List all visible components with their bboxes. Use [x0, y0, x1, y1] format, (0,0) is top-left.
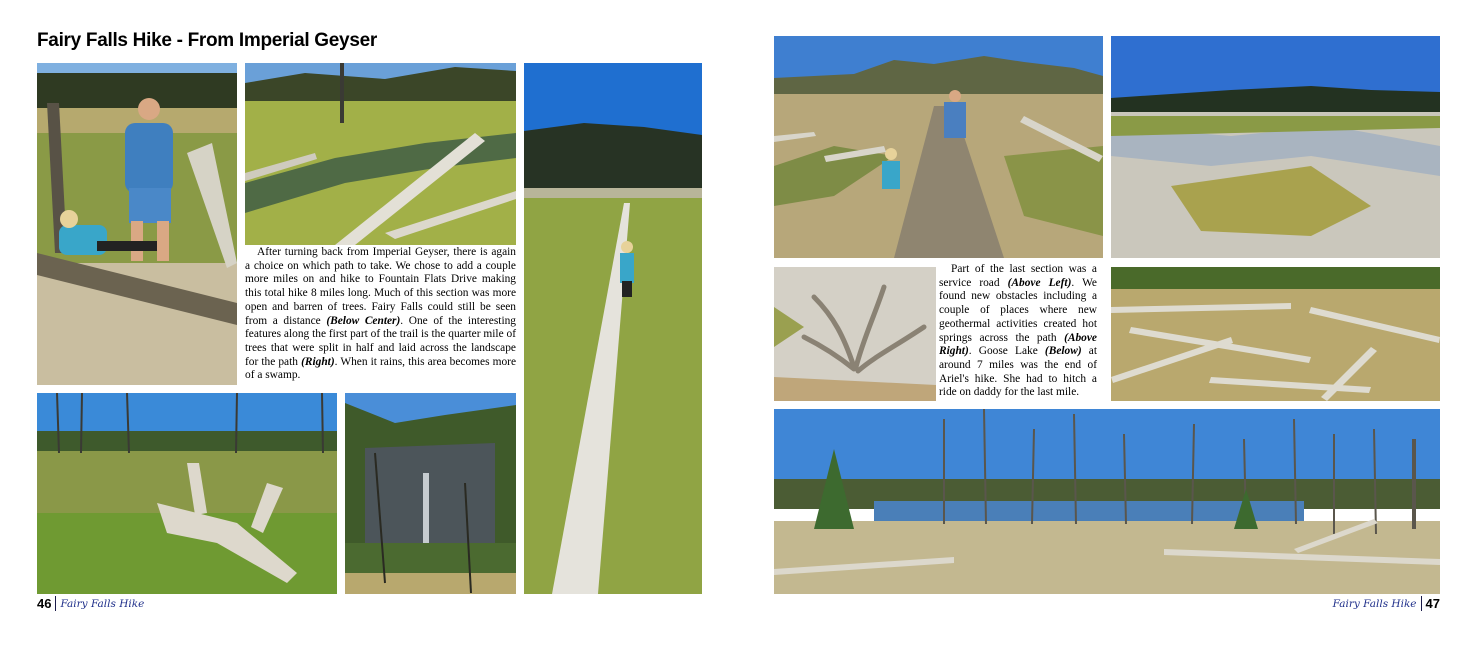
- photo-bleached-root: [774, 267, 936, 401]
- page-folio: [37, 596, 144, 611]
- photo-goose-lake: [774, 409, 1440, 594]
- page-folio: [1333, 596, 1440, 611]
- photo-fallen-trees: [1111, 267, 1440, 401]
- photo-service-road: [774, 36, 1103, 258]
- running-footer: Fairy Falls Hike: [1332, 597, 1417, 610]
- body-text: Part of the last section was a service road (Above Left). We found new obstacles including a couple of places where new geothermal activities created hot springs across the path (Above Right). Goose Lake (Below) at around 7 miles was the end of Ariel's hike. She had to hitch a ride on daddy for the last mile.: [939, 263, 1097, 399]
- page-title: Fairy Falls Hike - From Imperial Geyser: [37, 30, 377, 51]
- photo-marsh-logs: [245, 63, 516, 245]
- folio-divider: [55, 596, 56, 611]
- body-text: After turning back from Imperial Geyser, there is again a choice on which path to take. We chose to add a couple more miles on and hike to Fountain Flats Drive making this total hike 8 miles long. Much of this section was more open and barren of trees. Fairy Falls could still be seen from a distance (Below Center). One of the interesting features along the first part of the trail is the quarter mile of trees that were split in half and laid across the landscape for the path (Right). When it rains, this area becomes more of a swamp.: [245, 246, 517, 382]
- photo-boardwalk: [524, 63, 702, 594]
- page-number: 47: [1425, 596, 1440, 611]
- photo-driftwood-stump: [37, 393, 337, 594]
- right-page: [738, 0, 1476, 648]
- folio-divider: [1421, 596, 1422, 611]
- photo-fairy-falls-distance: [345, 393, 516, 594]
- photo-log-climb: [37, 63, 237, 385]
- running-footer: Fairy Falls Hike: [60, 597, 145, 610]
- photo-hot-springs: [1111, 36, 1440, 258]
- page-number: 46: [37, 596, 52, 611]
